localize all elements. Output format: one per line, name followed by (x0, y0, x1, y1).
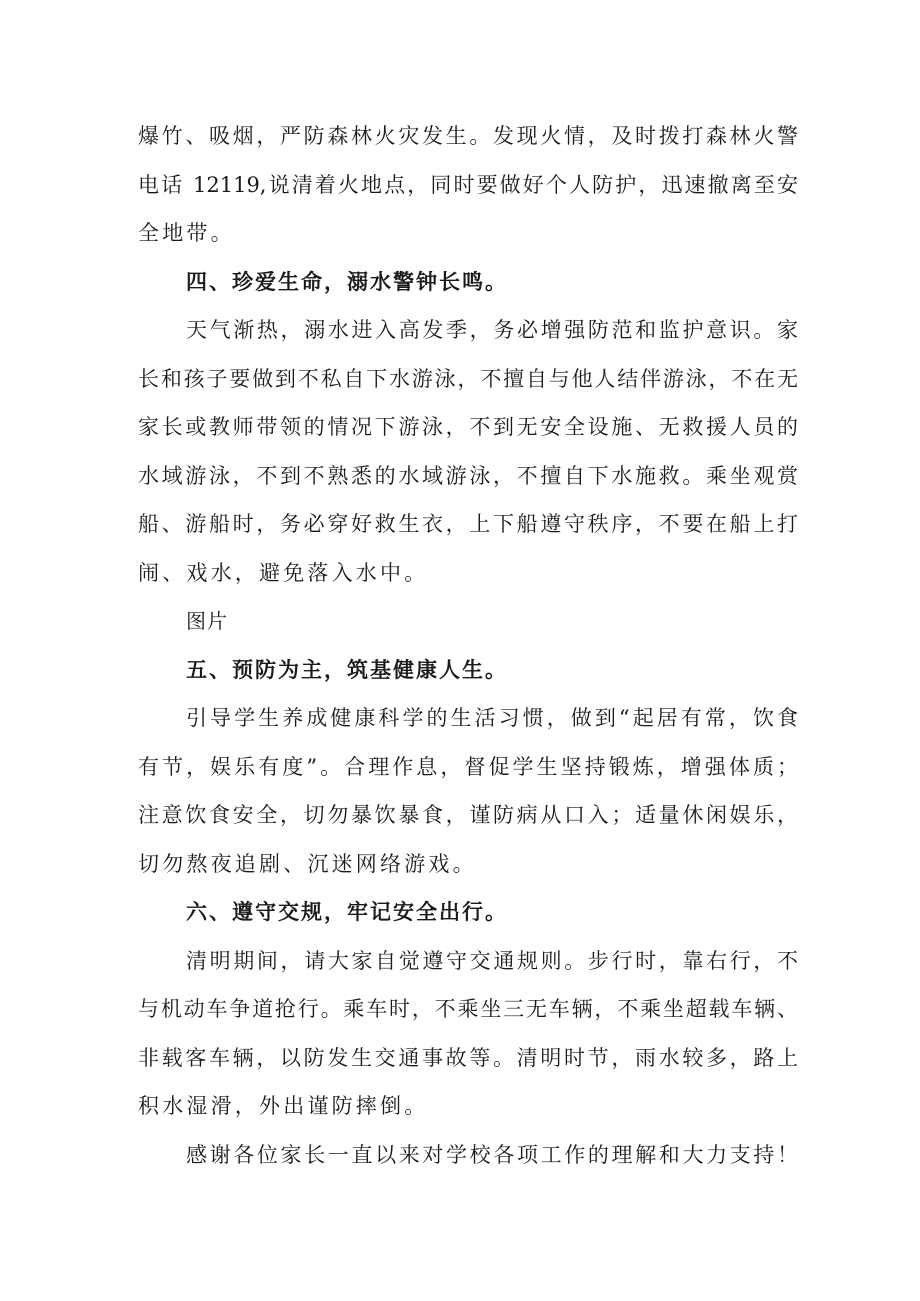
paragraph-line: 引导学生养成健康科学的生活习惯，做到“起居有常，饮食 (186, 706, 798, 730)
paragraph-line: 电话 12119,说清着火地点，同时要做好个人防护，迅速撤离至安 (138, 172, 798, 197)
closing-line: 感谢各位家长一直以来对学校各项工作的理解和大力支持！ (186, 1142, 798, 1167)
paragraph-line: 注意饮食安全，切勿暴饮暴食，谨防病从口入；适量休闲娱乐， (138, 803, 798, 827)
paragraph-line: 船、游船时，务必穿好救生衣，上下船遵守秩序，不要在船上打 (138, 512, 798, 536)
paragraph-line: 全地带。 (138, 221, 235, 245)
document-page (138, 112, 798, 1179)
paragraph-line: 与机动车争道抢行。乘车时，不乘坐三无车辆，不乘坐超载车辆、 (138, 997, 798, 1021)
paragraph-line: 水域游泳，不到不熟悉的水域游泳，不擅自下水施救。乘坐观赏 (138, 463, 798, 488)
paragraph-line: 爆竹、吸烟，严防森林火灾发生。发现火情，及时拨打森林火警 (138, 124, 798, 148)
section-heading-5: 五、预防为主，筑基健康人生。 (186, 657, 508, 682)
paragraph-line: 积水湿滑，外出谨防摔倒。 (138, 1094, 429, 1118)
paragraph-line: 有节，娱乐有度”。合理作息，督促学生坚持锻炼，增强体质； (138, 754, 798, 779)
paragraph-line: 长和孩子要做到不私自下水游泳，不擅自与他人结伴游泳，不在无 (138, 366, 798, 391)
section-heading-4: 四、珍爱生命，溺水警钟长鸣。 (186, 269, 508, 294)
paragraph-line: 非载客车辆，以防发生交通事故等。清明时节，雨水较多，路上 (138, 1045, 798, 1070)
paragraph-line: 清明期间，请大家自觉遵守交通规则。步行时，靠右行，不 (186, 948, 798, 973)
section-heading-6: 六、遵守交规，牢记安全出行。 (186, 900, 508, 924)
image-caption: 图片 (186, 609, 228, 633)
paragraph-line: 切勿熬夜追剧、沉迷网络游戏。 (138, 851, 477, 876)
paragraph-line: 家长或教师带领的情况下游泳，不到无安全设施、无救援人员的 (138, 415, 798, 439)
paragraph-line: 闹、戏水，避免落入水中。 (138, 560, 429, 585)
paragraph-line: 天气渐热，溺水进入高发季，务必增强防范和监护意识。家 (186, 318, 798, 342)
